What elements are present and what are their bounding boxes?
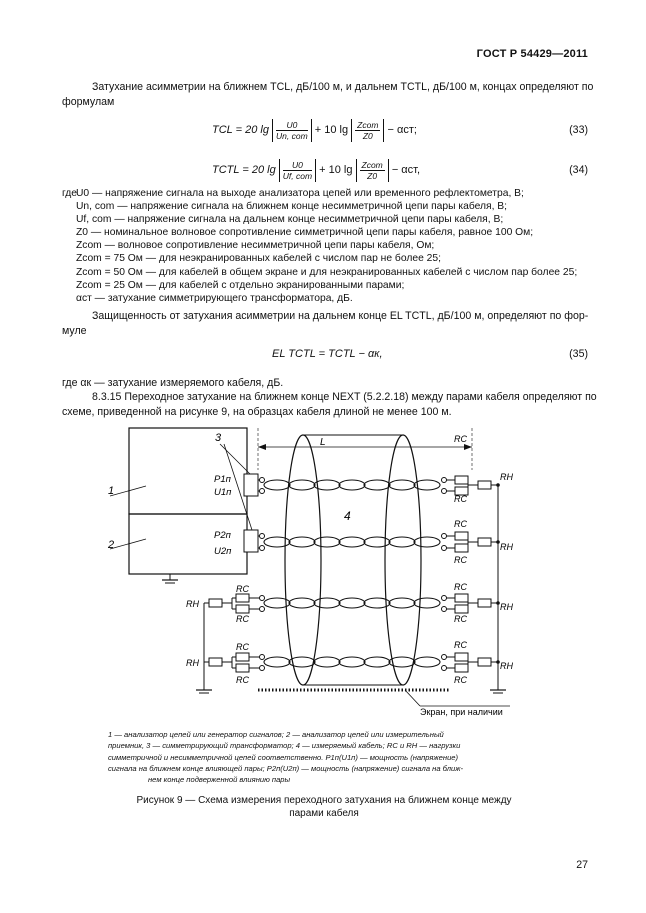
legend [108, 729, 463, 785]
figure-caption-line-2: парами кабеля [289, 808, 359, 819]
u1-label: U1п [214, 487, 232, 498]
rc-label: RC [454, 640, 467, 650]
eq33-tail: − αст; [387, 124, 417, 136]
legend-line: приемник, 3 — симметрирующий трансформатор; 4 — измеряемый кабель; RС и RН — нагрузки [108, 741, 461, 751]
eltctl-line-1: Защищенность от затухания асимметрии на дальнем конце EL TCTL, дБ/100 м, определяют по фор- [92, 310, 589, 322]
eq33-z-den: Z0 [362, 130, 373, 141]
eq34-z-den: Z0 [367, 170, 378, 181]
p2-label: P2п [214, 530, 231, 541]
where-kappa: где αк — затухание измеряемого кабеля, дБ. [62, 377, 284, 389]
para-8315-line-1: 8.3.15 Переходное затухание на ближнем конце NEXT (5.2.2.18) между парами кабеля определяют по [92, 391, 597, 403]
twisted-pair-3 [264, 598, 440, 608]
label-3: 3 [215, 432, 222, 444]
length-label: L [320, 437, 326, 448]
eq33-mid: + 10 lg [314, 124, 349, 136]
rh-label: RН [500, 661, 513, 671]
where-item: Un, com — напряжение сигнала на ближнем конце несимметричной цепи пары кабеля, В; [76, 201, 508, 213]
equation-33 [212, 115, 417, 145]
eq34-z-num: Zcom [361, 159, 383, 170]
where-item: Zcom — волновое сопротивление несимметричной цепи пары кабеля, Ом; [76, 240, 435, 252]
rc-label: RC [454, 519, 467, 529]
eq34-tail: − αст, [391, 164, 421, 176]
legend-line: 1 — анализатор цепей или генератор сигналов; 2 — анализатор цепей или измерительный [108, 730, 444, 739]
rc-label: RC [236, 584, 249, 594]
figure-caption-line-1: Рисунок 9 — Схема измерения переходного затухания на ближнем конце между [136, 795, 512, 806]
where-item: Uf, com — напряжение сигнала на дальнем конце несимметричной цепи пары кабеля, В; [76, 214, 504, 226]
rc-label: RC [454, 675, 467, 685]
rh-label: RН [500, 472, 513, 482]
transformer-2 [244, 530, 258, 552]
twisted-pair-1 [264, 480, 440, 490]
legend-line: симметричной и несимметричной цепей соответственно. P1п(U1п) — мощность (напряжение) [108, 752, 459, 762]
p1-label: P1п [214, 474, 231, 485]
equation-35: EL TCTL = TCTL − αк, [272, 348, 383, 360]
eltctl-line-2: муле [62, 325, 87, 337]
standard-header: ГОСТ Р 54429—2011 [476, 48, 588, 60]
intro-line-2: формулам [62, 96, 115, 108]
rc-label: RC [454, 494, 467, 504]
rc-label: RC [454, 434, 467, 444]
rh-label: RН [500, 602, 513, 612]
rc-label: RC [236, 614, 249, 624]
rh-label: RН [186, 658, 199, 668]
where-item: Zcom = 25 Ом — для кабелей с отдельно экранированными парами; [76, 279, 405, 291]
rc-label: RC [236, 675, 249, 685]
para-8315-line-2: схеме, приведенной на рисунке 9, на образцах кабеля длиной не менее 100 м. [62, 406, 452, 418]
equation-34 [212, 155, 420, 185]
screen-label: Экран, при наличии [420, 707, 503, 717]
eq34-number: (34) [569, 164, 588, 176]
twisted-pair-2 [264, 537, 440, 547]
legend-line: сигнала на ближнем конце влияющей пары; P2п(U2п) — мощность (напряжение) сигнала на ближ- [108, 763, 464, 773]
label-1: 1 [108, 485, 115, 497]
legend-line: нем конце подверженной влиянию пары [148, 775, 291, 785]
eq33-u-num: U0 [276, 120, 308, 131]
where-item: Zcom = 75 Ом — для неэкранированных кабелей с числом пар не более 25; [76, 253, 441, 265]
where-lead: где [62, 188, 78, 199]
where-item: Zcom = 50 Ом — для кабелей в общем экране и для неэкранированных кабелей с числом пар более 25; [76, 266, 578, 278]
transformer-1 [244, 474, 258, 496]
rc-label: RC [454, 555, 467, 565]
rc-label: RC [454, 614, 467, 624]
rc-label: RC [236, 642, 249, 652]
rh-label: RН [186, 599, 199, 609]
label-2: 2 [108, 539, 115, 551]
eq33-lhs: TCL = 20 lg [212, 124, 269, 136]
analyzer-box-1 [129, 428, 247, 514]
eq34-u-den: Uf, com [282, 170, 313, 181]
label-4: 4 [344, 509, 351, 523]
left-terminations [196, 480, 260, 693]
eq34-mid: + 10 lg [319, 164, 353, 176]
analyzer-box-2 [129, 514, 247, 574]
u2-label: U2п [214, 546, 232, 557]
intro-line-1: Затухание асимметрии на ближнем TCL, дБ/100 м, и дальнем TCTL, дБ/100 м, концах определяют по [92, 81, 594, 93]
eq34-lhs: TCTL = 20 lg [212, 164, 276, 176]
page-number: 27 [576, 859, 588, 871]
figure-caption [60, 794, 588, 820]
eq33-z-num: Zcom [357, 119, 379, 130]
rc-label: RC [454, 582, 467, 592]
eq33-u-den: Un, com [276, 130, 308, 141]
eq35-number: (35) [569, 348, 588, 360]
where-item: αст — затухание симметрирующего трансформатора, дБ. [76, 292, 353, 304]
where-item: Z0 — номинальное волновое сопротивление симметричной цепи пары кабеля, равное 100 Ом; [76, 227, 534, 239]
eq34-u-num: U0 [283, 160, 312, 171]
rh-label: RН [500, 542, 513, 552]
eq33-number: (33) [569, 124, 588, 136]
figure-9-diagram [0, 420, 646, 720]
where-list [76, 187, 577, 305]
where-item: U0 — напряжение сигнала на выходе анализатора цепей или временного рефлектометра, В; [76, 188, 524, 199]
